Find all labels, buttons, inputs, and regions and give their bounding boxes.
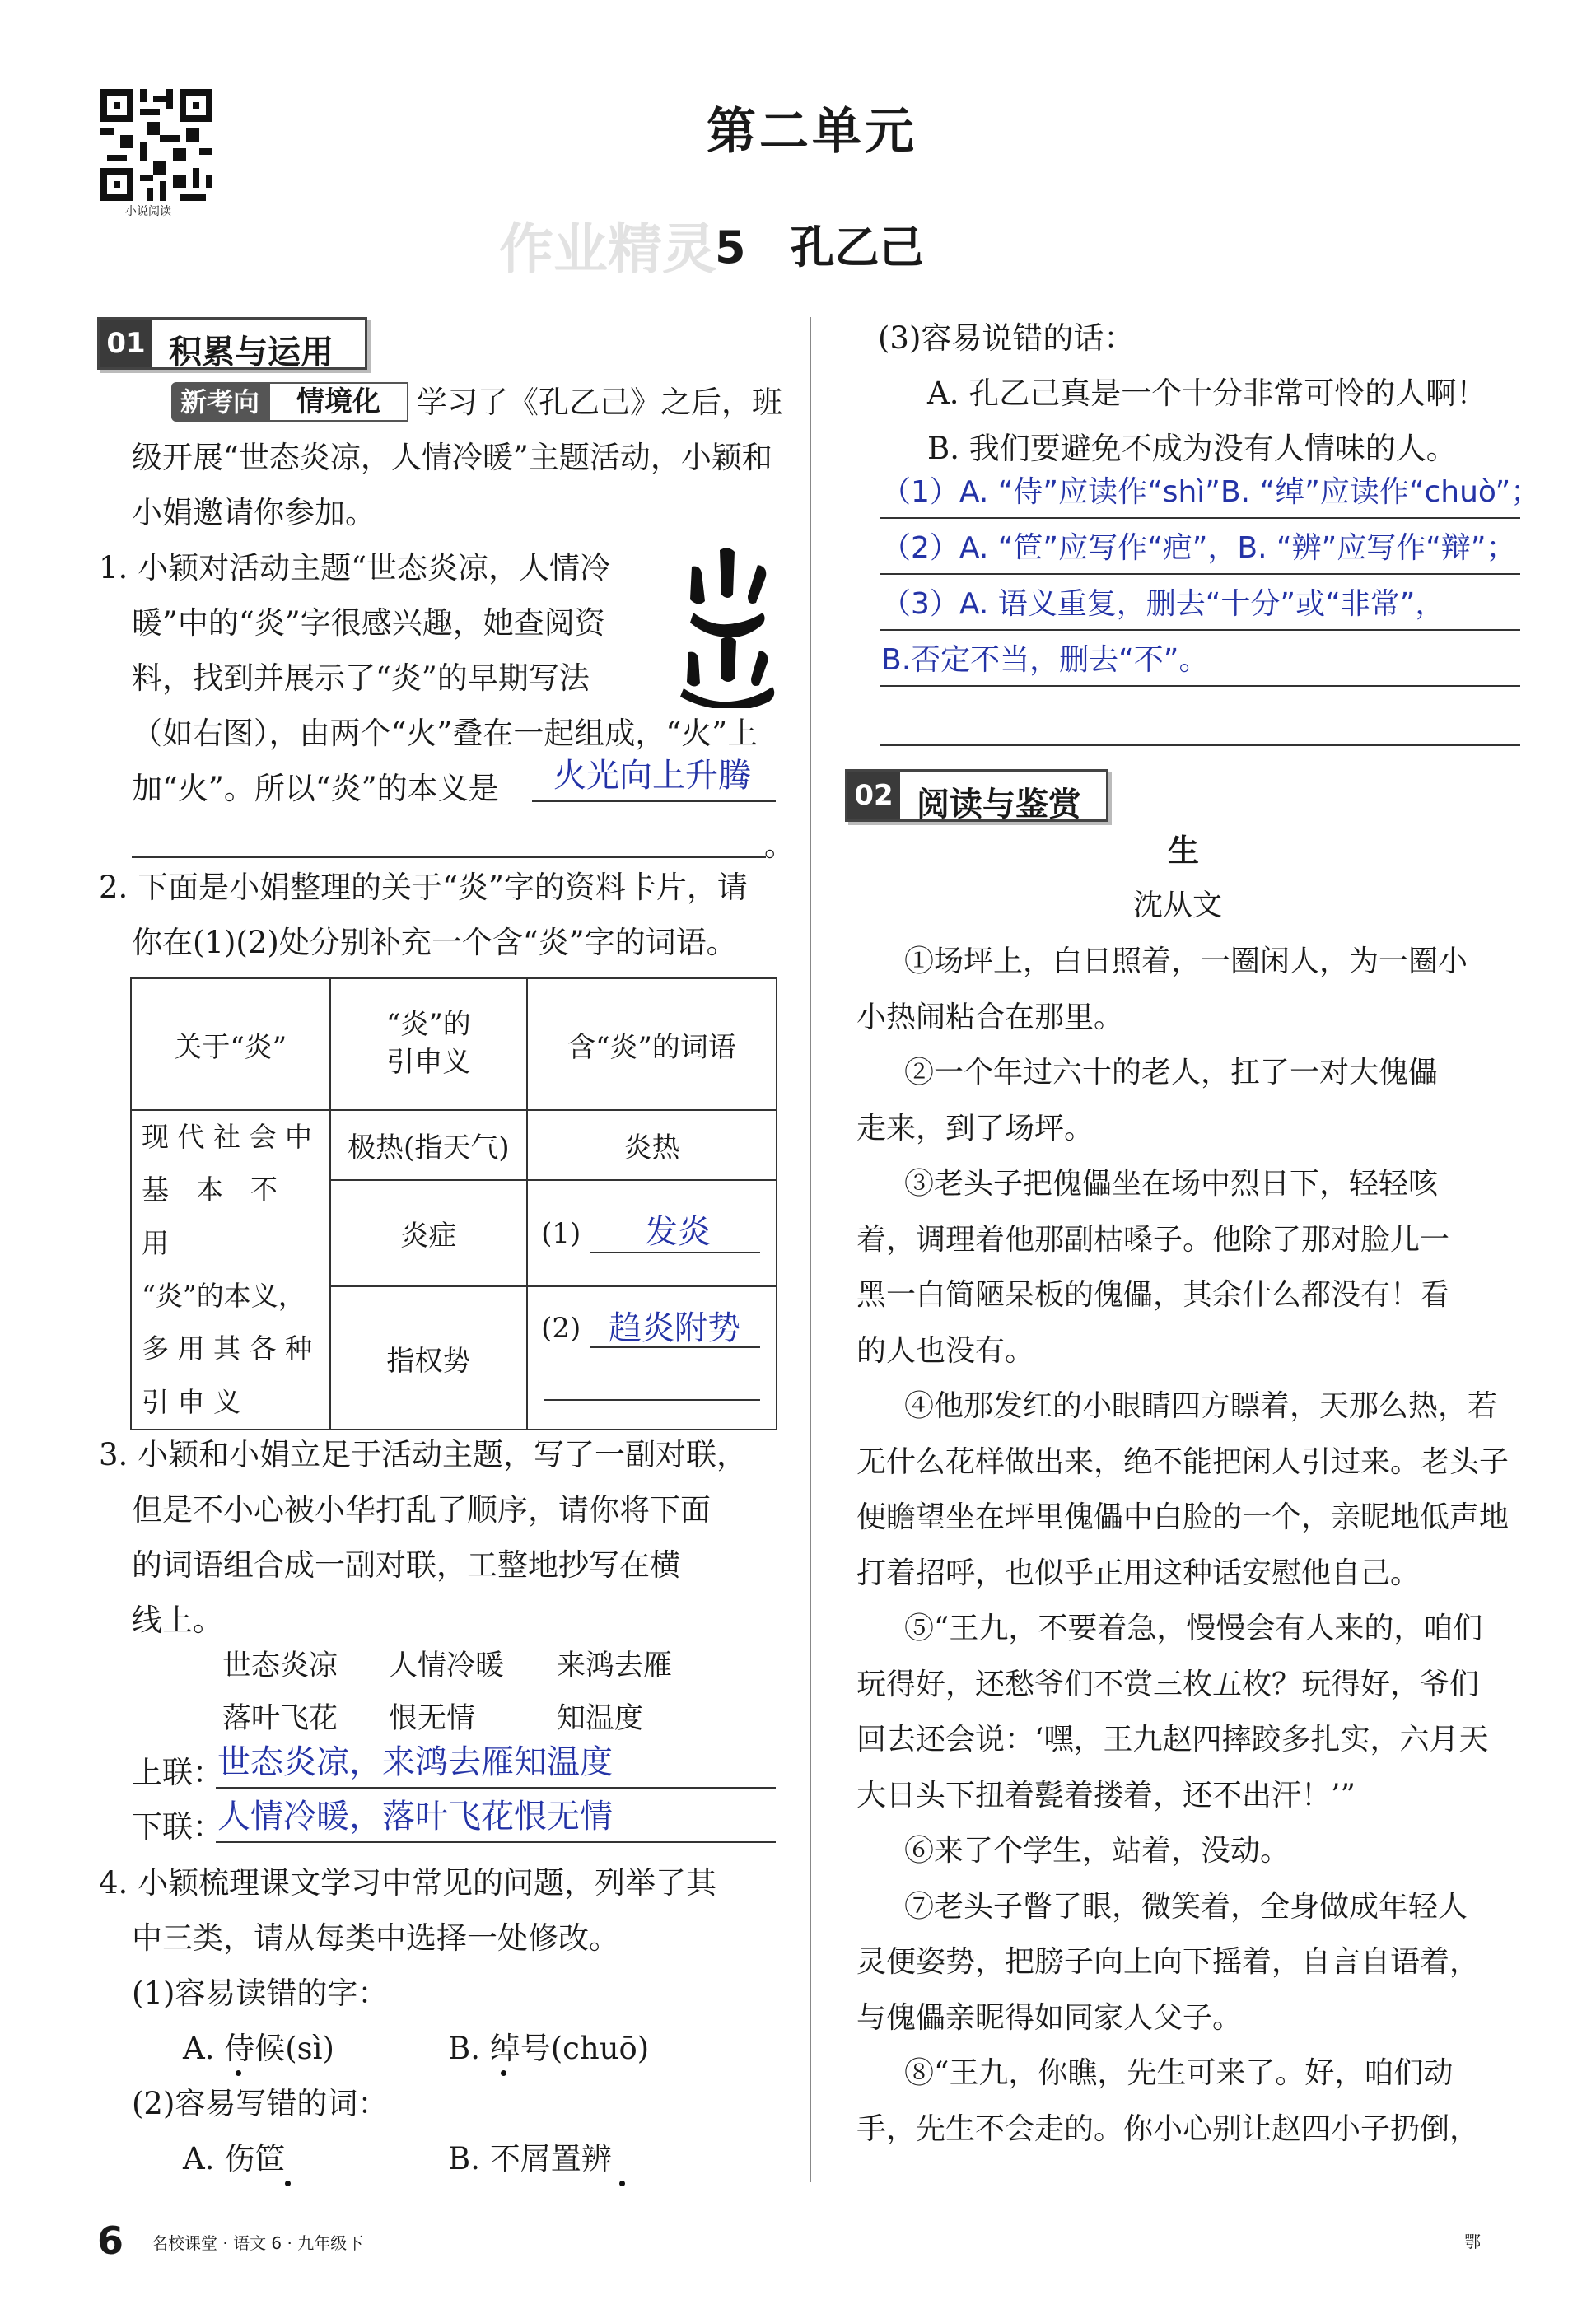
tag-context: 情境化 <box>268 382 408 422</box>
reading-line: 灵便姿势，把膀子向上向下摇着，自言自语着， <box>856 1945 1480 1979</box>
table-left-cell <box>131 1110 330 1430</box>
reading-line: ⑧“王九，你瞧，先生可来了。好，咱们动 <box>904 2056 1454 2090</box>
header-extended-meaning-1: “炎”的 <box>385 1008 471 1042</box>
reading-line: 大日头下扭着甏着搂着，还不出汗！’” <box>856 1778 1356 1812</box>
left-cell-line: “炎”的本义， <box>142 1280 306 1313</box>
q4-answer-line: （1）A. “侍”应读作“shì”B. “绰”应读作“chuò”； <box>881 475 1541 509</box>
q4-line: 4. 小颖梳理课文学习中常见的问题，列举了其 <box>99 1865 717 1901</box>
left-cell-line: 引 申 义 <box>142 1385 240 1418</box>
reading-title: 生 <box>1168 833 1200 869</box>
header-about-yan: 关于“炎” <box>174 1030 287 1064</box>
emphasis-dot <box>619 2181 625 2186</box>
q3-word: 知温度 <box>557 1702 644 1735</box>
section-title: 积累与运用 <box>169 334 334 371</box>
table-header-cell <box>330 978 527 1110</box>
table-cell: 极热(指天气) <box>330 1110 527 1180</box>
q4-line: 中三类，请从每类中选择一处修改。 <box>132 1920 619 1956</box>
q4-sub1-b: B. 绰号(chuō) <box>448 2031 650 2066</box>
table-header-cell <box>131 978 330 1110</box>
left-cell-line: 多 用 其 各 种 <box>142 1332 312 1365</box>
blank-answer: 发炎 <box>645 1212 712 1251</box>
blank-line <box>544 1399 760 1401</box>
table-cell: 炎症 <box>330 1180 527 1286</box>
upper-couplet-answer: 世态炎凉，来鸿去雁知温度 <box>217 1743 613 1781</box>
reading-line: ④他那发红的小眼睛四方瞟着，天那么热，若 <box>904 1389 1498 1423</box>
section-number: 02 <box>847 772 900 819</box>
header-words-with-yan: 含“炎”的词语 <box>567 1030 736 1064</box>
q4-answer-underline <box>880 685 1520 687</box>
table-cell: 指权势 <box>330 1286 527 1430</box>
q4-answer-underline <box>880 517 1520 519</box>
q4-answer-line: B.否定不当，删去“不”。 <box>881 643 1209 677</box>
table-cell: 炎热 <box>527 1110 777 1180</box>
tag-new-direction: 新考向 <box>171 382 268 422</box>
q4-sub3-b: B. 我们要避免不成为没有人情味的人。 <box>927 431 1457 466</box>
q1-answer-line <box>532 800 776 802</box>
q3-line: 的词语组合成一副对联，工整地抄写在横 <box>132 1547 680 1583</box>
q4-answer-underline <box>880 744 1520 746</box>
page-number: 6 <box>97 2218 124 2263</box>
qr-caption: 小说阅读 <box>125 205 171 218</box>
q4-sub2: (2)容易写错的词： <box>132 2086 389 2121</box>
blank-label: (1) <box>541 1216 581 1250</box>
q1-answer: 火光向上升腾 <box>553 757 751 795</box>
reading-line: ①场坪上，白日照着，一圈闲人，为一圈小 <box>904 945 1468 978</box>
section-02-header <box>845 769 1108 822</box>
q3-word: 来鸿去雁 <box>557 1649 673 1682</box>
section-number: 01 <box>100 320 152 367</box>
reading-line: 走来，到了场坪。 <box>856 1111 1094 1145</box>
lower-couplet-line <box>216 1841 776 1843</box>
q1-line: 料，找到并展示了“炎”的早期写法 <box>132 660 590 696</box>
q1-line: （如右图），由两个“火”叠在一起组成，“火”上 <box>132 716 758 751</box>
watermark: 作业精灵 <box>499 217 716 281</box>
q4-answer-line: （3）A. 语义重复，删去“十分”或“非常”， <box>881 587 1445 621</box>
q4-sub3: (3)容易说错的话： <box>878 320 1135 356</box>
q1-line: 1. 小颖对活动主题“世态炎凉，人情冷 <box>99 550 610 585</box>
table-header-cell <box>527 978 777 1110</box>
table-cell-answer-1 <box>527 1180 777 1286</box>
reading-line: 黑一白简陋呆板的傀儡，其余什么都没有！看 <box>856 1278 1450 1312</box>
column-divider <box>810 317 811 2182</box>
reading-line: ②一个年过六十的老人，扛了一对大傀儡 <box>904 1056 1439 1089</box>
resource-card-table <box>130 977 777 1430</box>
q4-sub1: (1)容易读错的字： <box>132 1976 389 2011</box>
q1-line: 暖”中的“炎”字很感兴趣，她查阅资 <box>132 605 605 641</box>
upper-couplet-line <box>216 1787 776 1789</box>
q4-sub2-a: A. 伤笸 <box>183 2141 286 2176</box>
header-extended-meaning-2: 引申义 <box>386 1046 471 1079</box>
lesson-title: 5 孔乙己 <box>715 222 924 273</box>
reading-line: 便瞻望坐在坪里傀儡中白脸的一个，亲昵地低声地 <box>856 1500 1510 1534</box>
q3-word: 人情冷暖 <box>389 1649 505 1682</box>
q3-word: 落叶飞花 <box>222 1702 338 1735</box>
q4-sub1-a: A. 侍候(sì) <box>183 2031 334 2066</box>
reading-line: 的人也没有。 <box>856 1333 1035 1368</box>
q1-end: 。 <box>764 828 795 863</box>
blank-answer: 趋炎附势 <box>609 1309 741 1348</box>
table-cell-answer-2 <box>527 1286 777 1430</box>
reading-line: ⑦老头子瞥了眼，微笑着，全身做成年轻人 <box>904 1889 1468 1924</box>
q1-answer-line-2 <box>132 856 766 858</box>
emphasis-dot <box>501 2070 506 2076</box>
q4-answer-underline <box>880 573 1520 575</box>
lower-couplet-label: 下联： <box>132 1809 223 1845</box>
qr-code-image <box>100 89 212 201</box>
reading-author: 沈从文 <box>1133 889 1223 922</box>
section-title: 阅读与鉴赏 <box>917 786 1081 823</box>
q2-line: 你在(1)(2)处分别补充一个含“炎”字的词语。 <box>132 925 737 960</box>
reading-line: ⑥来了个学生，站着，没动。 <box>904 1834 1290 1868</box>
reading-line: 打着招呼，也似乎正用这种话安慰他自己。 <box>856 1556 1421 1590</box>
reading-line: 小热闹粘合在那里。 <box>856 1000 1124 1034</box>
q3-line: 但是不小心被小华打乱了顺序，请你将下面 <box>132 1492 711 1528</box>
reading-line: 玩得好，还愁爷们不赏三枚五枚？玩得好，爷们 <box>856 1667 1480 1701</box>
reading-line: ⑤“王九，不要着急，慢慢会有人来的，咱们 <box>904 1612 1483 1645</box>
q2-line: 2. 下面是小娟整理的关于“炎”字的资料卡片，请 <box>99 870 748 905</box>
q1-line: 加“火”。所以“炎”的本义是 <box>132 771 499 806</box>
region-mark: 鄂 <box>1464 2232 1481 2251</box>
reading-line: 回去还会说：‘嘿，王九赵四摔跤多扎实，六月天 <box>856 1723 1489 1756</box>
q4-answer-underline <box>880 629 1520 631</box>
left-cell-line: 现 代 社 会 中 <box>142 1121 312 1153</box>
q4-answer-line: （2）A. “笸”应写作“疤”，B. “辨”应写作“辩”； <box>881 531 1516 565</box>
emphasis-dot <box>236 2070 241 2076</box>
q3-line: 线上。 <box>132 1603 223 1638</box>
blank-line <box>590 1252 760 1253</box>
book-name: 名校课堂 · 语文 6 · 九年级下 <box>152 2233 364 2253</box>
blank-label: (2) <box>541 1312 581 1346</box>
blank-line <box>590 1346 760 1348</box>
emphasis-dot <box>285 2181 291 2186</box>
unit-title: 第二单元 <box>707 103 917 161</box>
q4-sub3-a: A. 孔乙己真是一个十分非常可怜的人啊！ <box>927 376 1487 411</box>
lower-couplet-answer: 人情冷暖，落叶飞花恨无情 <box>217 1798 613 1836</box>
ancient-yan-character-image <box>677 544 779 708</box>
q4-sub2-b: B. 不屑置辨 <box>448 2141 612 2176</box>
section-01-header <box>97 317 367 370</box>
intro-line: 级开展“世态炎凉，人情冷暖”主题活动，小颖和 <box>132 440 772 475</box>
reading-line: 着，调理着他那副枯嗓子。他除了那对脸儿一 <box>856 1222 1450 1257</box>
reading-line: ③老头子把傀儡坐在场中烈日下，轻轻咳 <box>904 1167 1439 1201</box>
left-cell-line: 基 本 不 用 <box>142 1173 305 1259</box>
q3-word: 世态炎凉 <box>222 1649 338 1682</box>
reading-line: 手，先生不会走的。你小心别让赵四小子扔倒， <box>856 2111 1480 2146</box>
intro-line: 小娟邀请你参加。 <box>132 495 376 530</box>
upper-couplet-label: 上联： <box>132 1755 223 1790</box>
q3-line: 3. 小颖和小娟立足于活动主题，写了一副对联， <box>99 1437 748 1472</box>
reading-line: 与傀儡亲昵得如同家人父子。 <box>856 2000 1243 2035</box>
reading-line: 无什么花样做出来，绝不能把闲人引过来。老头子 <box>856 1444 1510 1479</box>
q3-word: 恨无情 <box>389 1702 476 1735</box>
intro-line: 学习了《孔乙己》之后，班 <box>417 385 782 420</box>
